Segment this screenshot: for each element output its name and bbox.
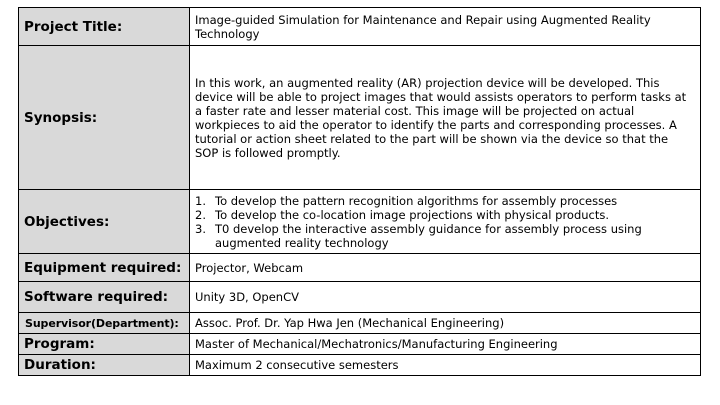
label-supervisor: Supervisor(Department):: [19, 313, 190, 334]
row-equipment: [19, 254, 701, 282]
objective-item: [195, 222, 695, 250]
value-synopsis: [190, 46, 701, 190]
row-synopsis: [19, 46, 701, 190]
row-program: [19, 334, 701, 355]
objective-text: To develop the pattern recognition algorithms for assembly processes: [215, 193, 618, 208]
label-program: Program:: [19, 334, 190, 355]
value-duration: Maximum 2 consecutive semesters: [190, 355, 701, 376]
value-equipment: Projector, Webcam: [190, 254, 701, 282]
row-project-title: [19, 8, 701, 46]
value-project-title: Image-guided Simulation for Maintenance and Repair using Augmented Reality Technology: [190, 8, 701, 46]
objective-number: 3.: [195, 221, 206, 236]
objective-text: To develop the co-location image projections with physical products.: [215, 207, 610, 222]
row-objectives: [19, 190, 701, 254]
label-duration: Duration:: [19, 355, 190, 376]
objective-item: [195, 208, 695, 222]
label-equipment: Equipment required:: [19, 254, 190, 282]
row-duration: [19, 355, 701, 376]
value-objectives: [190, 190, 701, 254]
label-software: Software required:: [19, 282, 190, 313]
objective-item: [195, 194, 695, 208]
label-project-title: Project Title:: [19, 8, 190, 46]
objective-number: 2.: [195, 207, 206, 222]
project-info-table: [18, 7, 701, 376]
objective-text: T0 develop the interactive assembly guidance for assembly process using augmented reality technology: [215, 221, 642, 250]
label-synopsis: Synopsis:: [19, 46, 190, 190]
row-software: [19, 282, 701, 313]
value-supervisor: Assoc. Prof. Dr. Yap Hwa Jen (Mechanical Engineering): [190, 313, 701, 334]
objectives-list: [195, 194, 695, 250]
row-supervisor: [19, 313, 701, 334]
label-objectives: Objectives:: [19, 190, 190, 254]
value-software: Unity 3D, OpenCV: [190, 282, 701, 313]
value-program: Master of Mechanical/Mechatronics/Manufacturing Engineering: [190, 334, 701, 355]
synopsis-text: In this work, an augmented reality (AR) projection device will be developed. This device will be able to project images that would assists operators to perform tasks at a faster rate and lesser material cost. This image will be projected on actual workpieces to aid the operator to identify the parts and corresponding processes. A tutorial or action sheet related to the part will be shown via the device so that the SOP is followed promptly.: [195, 75, 687, 160]
objective-number: 1.: [195, 193, 206, 208]
